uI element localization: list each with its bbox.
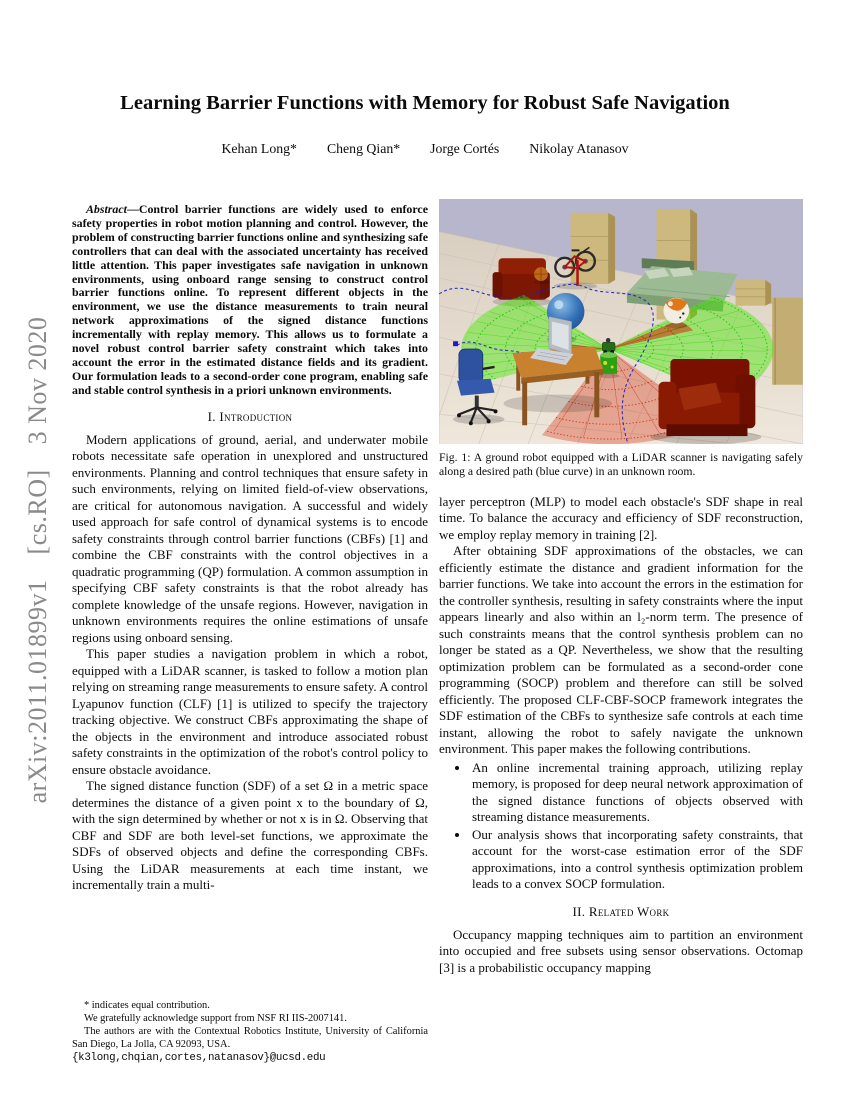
arxiv-id: arXiv:2011.01899v1 [23, 579, 52, 804]
footnote-affiliation: The authors are with the Contextual Robotics Institute, University of California San Diego, La Jolla, CA 92093, USA. [72, 1026, 428, 1051]
path-start-marker [453, 341, 458, 346]
contribution-list [439, 760, 803, 893]
contribution-item-2: • Our analysis shows that incorporating safety constraints, that account for the worst-case estimation error of the SDF approximations, into a control synthesis optimization problem leads to a convex SOCP formulation. [470, 827, 803, 893]
footnote-acknowledgement: We gratefully acknowledge support from NSF RI IIS-2007141. [84, 1013, 347, 1025]
arxiv-sidebar-label [23, 308, 53, 813]
footnote-email: {k3long,chqian,cortes,natanasov}@ucsd.edu [72, 1052, 326, 1065]
footnote-block [72, 1000, 428, 1065]
author-name: Nikolay Atanasov [529, 141, 629, 156]
left-column [72, 199, 428, 1065]
arxiv-date: 3 Nov 2020 [23, 316, 52, 445]
author-name: Kehan Long* [221, 141, 297, 156]
figure-caption-label: Fig. 1: [439, 451, 471, 464]
right-column-body [439, 494, 803, 977]
arxiv-category: [cs.RO] [23, 469, 52, 555]
figure-1-image [439, 199, 803, 444]
side-cabinet [772, 298, 803, 385]
abstract-text: —Control barrier functions are widely used to enforce safety properties in robot motion planning and control. However, the problem of constructing barrier functions online and synthesizing safe controllers that can deal with the associated uncertainty has received little attention. This paper investigates safe navigation in unknown environments, using onboard range sensing to construct control barrier functions online. To represent different objects in the environment, we use the distance measurements to train neural network approximations of the signed distance functions incrementally with replay memory. This allows us to formulate a novel robust control barrier safety constraint which takes into account the error in the estimated distance fields and its gradient. Our formulation leads to a second-order cone program, enabling safe and stable control synthesis in a priori unknown environments. [72, 202, 428, 397]
figure-1 [439, 199, 803, 479]
intro-paragraph-3: The signed distance function (SDF) of a set Ω in a metric space determines the distance of a given point x to the boundary of Ω, with the sign determined by whether or not x is in Ω. Observing that CBF and SDF are both level-set functions, we approximate the SDFs of observed objects and define the corresponding CBFs. Using the LiDAR measurements at each time instant, we incrementally train a multi- [72, 778, 428, 893]
beach-ball [663, 298, 689, 329]
abstract-label: Abstract [86, 202, 127, 216]
paper-header [0, 92, 850, 157]
footnote-equal-contribution: * indicates equal contribution. [84, 1000, 210, 1012]
author-list [0, 141, 850, 157]
intro-paragraph-2: This paper studies a navigation problem in which a robot, equipped with a LiDAR scanner, is tasked to follow a motion plan relying on streaming range measurements to ensure safety. A control Lyapunov function (CLF) [1] is utilized to specify the trajectory tracking objective. We construct CBFs approximating the shape of the objects in the environment and introduce associated robust safety constraints in the optimization of the robot's control policy to ensure obstacle avoidance. [72, 646, 428, 777]
section-heading-related-work: II. Related Work [572, 903, 670, 919]
body-paragraph-continuation: layer perceptron (MLP) to model each obstacle's SDF shape in real time. To balance the accuracy and efficiency of SDF reconstruction, we employ replay memory in training [2]. [439, 493, 803, 542]
author-name: Cheng Qian* [326, 141, 401, 156]
author-name: Jorge Cortés [430, 141, 500, 156]
nightstand [736, 280, 772, 306]
paper-title: Learning Barrier Functions with Memory for Robust Safe Navigation [120, 92, 730, 114]
right-column [439, 199, 803, 1065]
body-paragraph-contributions-intro: After obtaining SDF approximations of the obstacles, we can efficiently estimate the distance and gradient information for the barrier functions. We take into account the errors in the estimation for the controller synthesis, resulting in safety constraints where the input appears linearly and also within an l₂-norm term. The presence of such constraints means that the control synthesis problem can no longer be stated as a QP. Nevertheless, we show that the resulting optimization problem can be formulated as a second-order cone programming (SOCP) problem and therefore can still be solved efficiently. The proposed CLF-CBF-SOCP framework integrates the SDF estimation of the CBFs to synthesize safe controls at each time instant, allowing the robot to safely navigate the unknown environment. This paper makes the following contributions. [439, 543, 803, 757]
abstract-paragraph [72, 203, 428, 398]
intro-paragraph-1: Modern applications of ground, aerial, and underwater mobile robots necessitate safe operation in unexplored and unstructured environments. Planning and control techniques that ensure safety in such environments, relying on limited field-of-view observations, are critical for autonomous navigation. A successful and widely used approach for safe control of dynamical systems is to encode safety constraints through control barrier functions (CBFs) [1] and combine the CBF constraints with the control objectives in a quadratic programming (QP) formulation. A common assumption in specifying CBF safety constraints is that the robot already has complete knowledge of the unsafe regions. However, navigation in unknown environments requires the online estimations of unsafe regions using onboard sensing. [72, 431, 428, 645]
two-column-body [72, 199, 803, 1065]
section-heading-introduction: I. Introduction [207, 408, 293, 424]
figure-caption-text: A ground robot equipped with a LiDAR scanner is navigating safely along a desired path (blue curve) in an unknown room. [439, 451, 803, 478]
contribution-item-1: • An online incremental training approach, utilizing replay memory, is proposed for deep neural network approximation of the signed distance functions of objects observed with streaming distance measurements. [470, 760, 803, 826]
figure-1-caption [439, 451, 803, 479]
related-work-paragraph-1: Occupancy mapping techniques aim to partition an environment into occupied and free subsets using sensor observations. Octomap [3] is a probabilistic occupancy mapping [439, 926, 803, 975]
